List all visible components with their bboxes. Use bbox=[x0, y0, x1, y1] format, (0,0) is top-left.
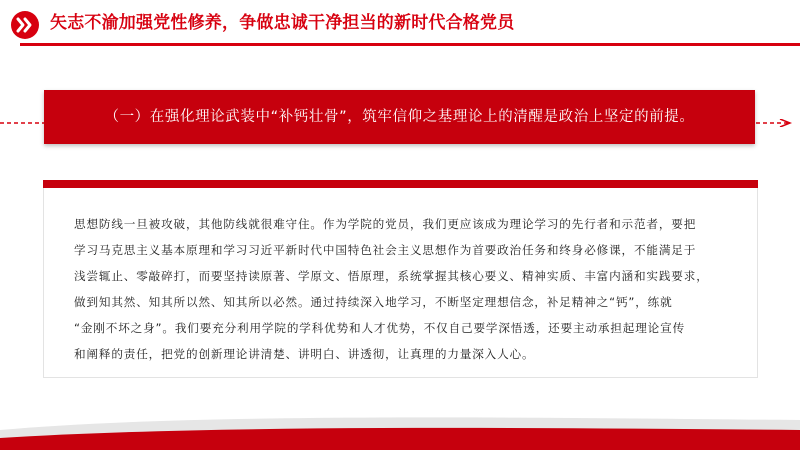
header bbox=[0, 0, 800, 46]
section-banner bbox=[44, 90, 755, 144]
header-divider bbox=[20, 43, 800, 46]
card-accent-bar bbox=[43, 180, 758, 188]
content-line: 浅尝辄止、零敲碎打，而要坚持读原著、学原文、悟原理，系统掌握其核心要义、精神实质、丰富内涵和实践要求， bbox=[74, 269, 709, 283]
double-chevron-right-icon bbox=[10, 10, 40, 40]
content-card bbox=[43, 180, 758, 378]
page-title: 矢志不渝加强党性修养，争做忠诚干净担当的新时代合格党员 bbox=[50, 13, 515, 33]
content-line: 做到知其然、知其所以然、知其所以必然。通过持续深入地学习，不断坚定理想信念，补足精神之“钙”，练就 bbox=[74, 295, 673, 309]
content-line: “金刚不坏之身”。我们要充分利用学院的学科优势和人才优势，不仅自己要学深悟透，还要主动承担起理论宣传 bbox=[74, 321, 686, 335]
footer-swoosh bbox=[0, 400, 800, 450]
content-line: 思想防线一旦被攻破，其他防线就很难守住。作为学院的党员，我们更应该成为理论学习的先行者和示范者，要把 bbox=[74, 217, 697, 231]
content-line: 和阐释的责任，把党的创新理论讲清楚、讲明白、讲透彻，让真理的力量深入人心。 bbox=[74, 347, 535, 361]
content-line: 学习马克思主义基本原理和学习习近平新时代中国特色社会主义思想作为首要政治任务和终身必修课，不能满足于 bbox=[74, 243, 697, 257]
section-heading: （一）在强化理论武装中“补钙壮骨”，筑牢信仰之基理论上的清醒是政治上坚定的前提。 bbox=[104, 109, 695, 125]
content-paragraph bbox=[74, 211, 734, 367]
